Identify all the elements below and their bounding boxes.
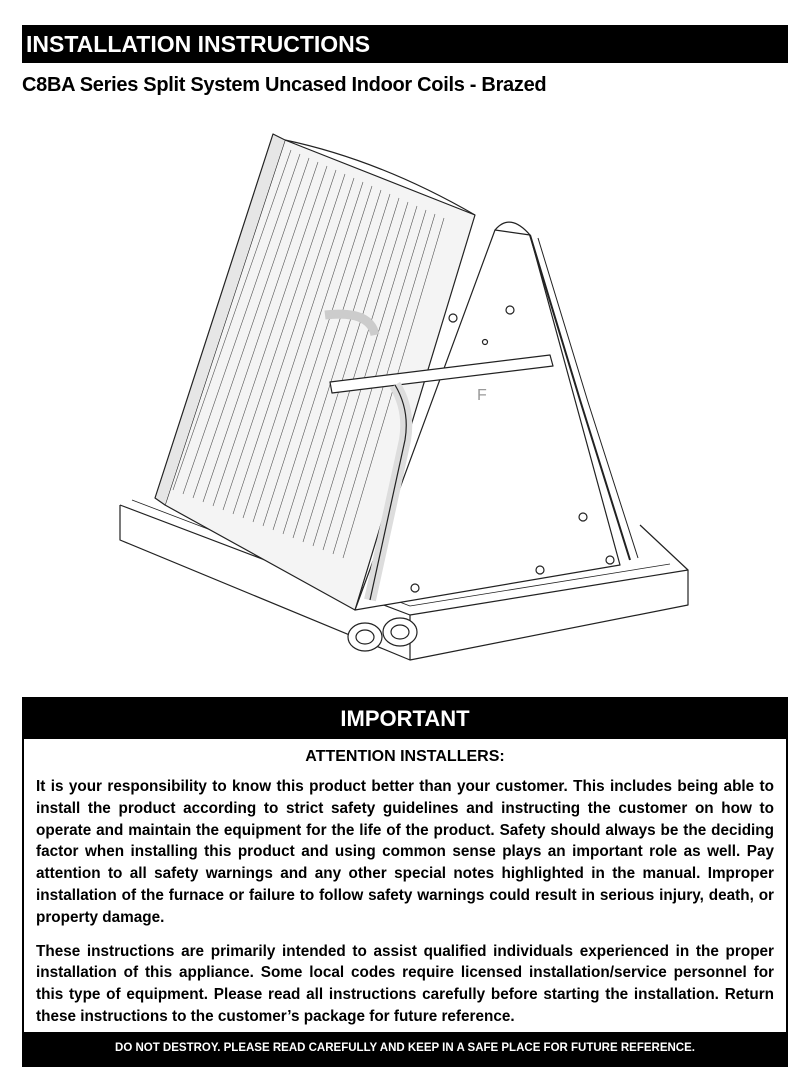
attention-installers: ATTENTION INSTALLERS: bbox=[305, 748, 505, 765]
document-subtitle: C8BA Series Split System Uncased Indoor Coils - Brazed bbox=[22, 74, 547, 96]
end-plate-letter: F bbox=[477, 387, 487, 404]
coil-drawing bbox=[110, 120, 700, 680]
do-not-destroy-banner: DO NOT DESTROY. PLEASE READ CAREFULLY AND KEEP IN A SAFE PLACE FOR FUTURE REFERENCE. bbox=[24, 1032, 786, 1065]
important-notice bbox=[22, 697, 788, 1067]
responsibility-paragraph: It is your responsibility to know this product better than your customer. This includes being able to install the product according to strict safety guidelines and instructing the customer on how to operate and maintain the equipment for the life of the product. Safety should always be the deciding factor when installing this product and using common sense plays an important role as well. Pay attention to all safety warnings and any other special notes highlighted in the manual. Improper installation of the furnace or failure to follow safety warnings could result in serious injury, death, or property damage. bbox=[36, 778, 774, 926]
important-heading: IMPORTANT bbox=[24, 699, 786, 739]
inlet-fitting-left bbox=[348, 623, 382, 651]
qualified-paragraph: These instructions are primarily intended to assist qualified individuals experienced in the proper installation of this appliance. Some local codes require licensed installation/service personnel for this type of equipment. Please read all instructions carefully before starting the installation. Return these instructions to the customer’s package for future reference. bbox=[36, 942, 774, 1025]
inlet-fitting-right bbox=[383, 618, 417, 646]
coil-illustration bbox=[110, 120, 700, 680]
document-title: INSTALLATION INSTRUCTIONS bbox=[22, 25, 788, 63]
